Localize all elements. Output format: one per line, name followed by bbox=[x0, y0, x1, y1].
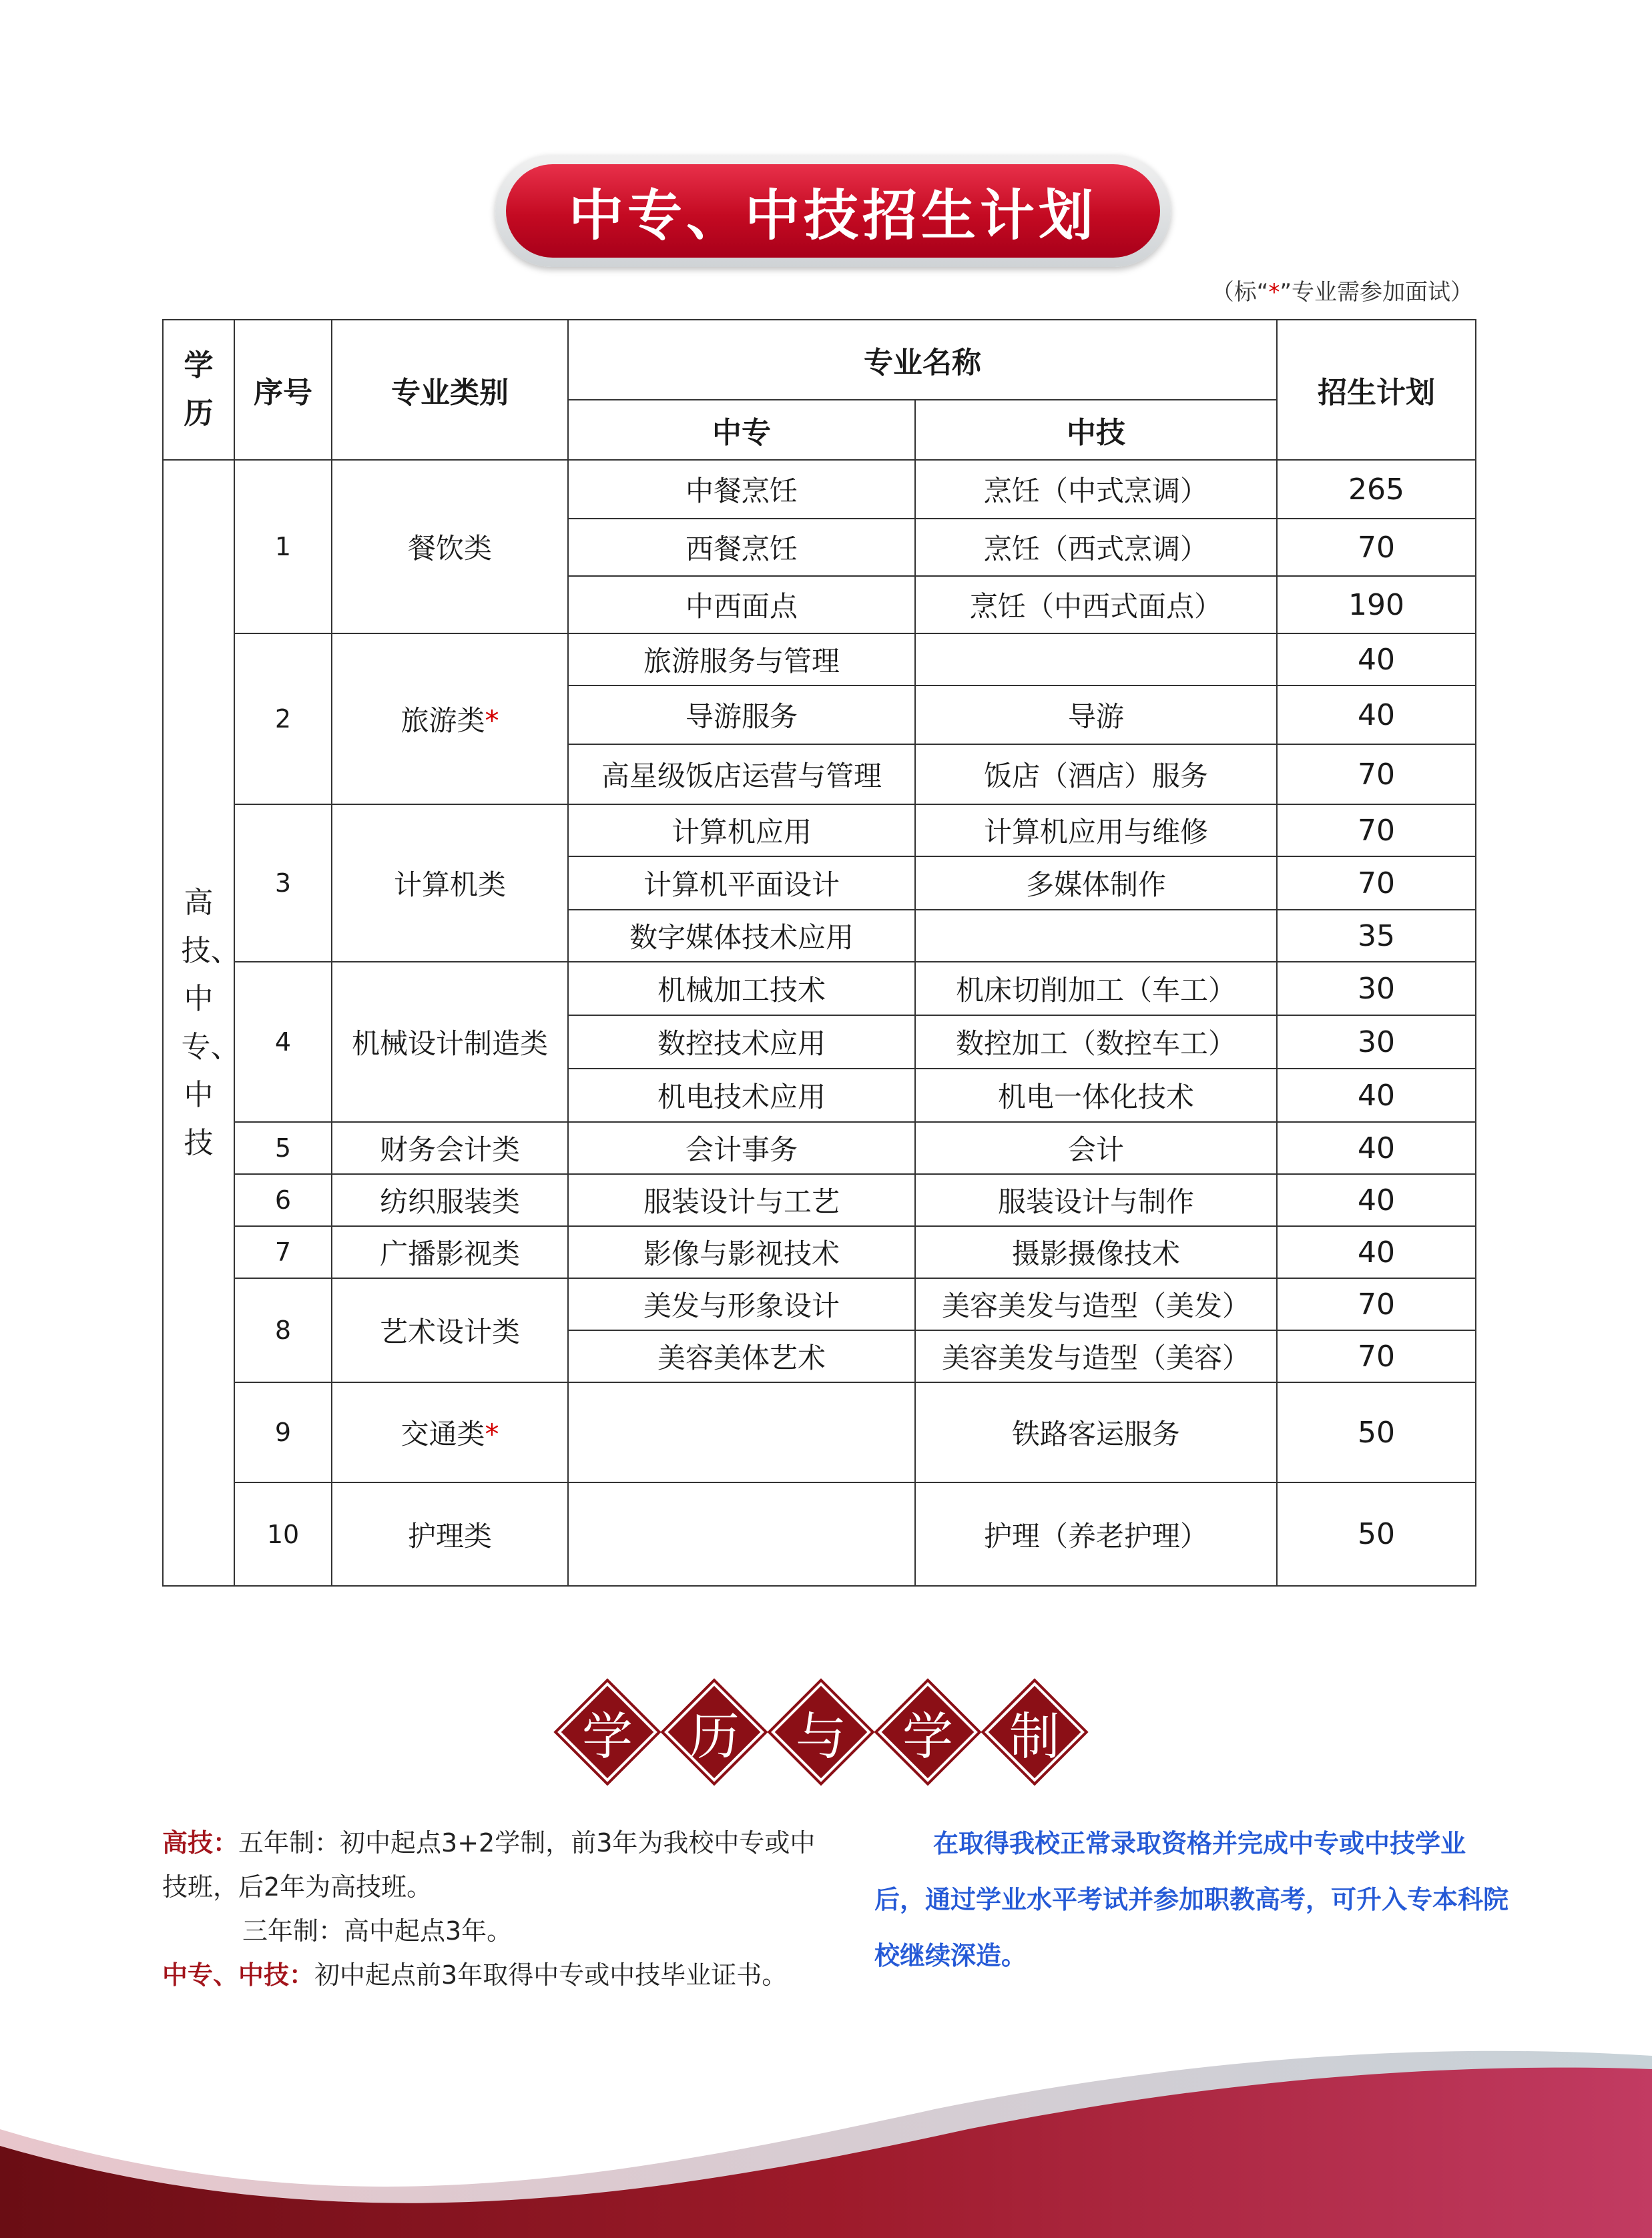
header-major-name: 专业名称 bbox=[568, 320, 1277, 400]
zhongji-cell: 烹饪（中式烹调） bbox=[915, 460, 1277, 519]
zhongzhuan-cell: 服装设计与工艺 bbox=[568, 1174, 915, 1226]
level-cell bbox=[163, 460, 240, 1586]
zhongzhuan-cell: 机械加工技术 bbox=[568, 962, 915, 1015]
zhongzhuan-cell bbox=[568, 1382, 915, 1482]
zhongzhuan-cell: 计算机平面设计 bbox=[568, 856, 915, 910]
zhongji-cell: 饭店（酒店）服务 bbox=[915, 744, 1277, 804]
zhongzhuan-cell: 会计事务 bbox=[568, 1122, 915, 1174]
zhongzhuan-cell bbox=[568, 1482, 915, 1586]
table-row bbox=[163, 1382, 1476, 1482]
category-cell bbox=[332, 962, 568, 1122]
plan-cell: 30 bbox=[1277, 1015, 1476, 1069]
plan-cell: 35 bbox=[1277, 910, 1476, 962]
table-row bbox=[163, 1226, 1476, 1278]
category-cell bbox=[332, 1382, 568, 1482]
plan-cell: 40 bbox=[1277, 685, 1476, 744]
zhongzhuan-cell: 美容美体艺术 bbox=[568, 1330, 915, 1382]
heading-diamond bbox=[557, 1682, 657, 1782]
category-label: 机械设计制造类 bbox=[351, 1027, 548, 1060]
plan-cell: 30 bbox=[1277, 962, 1476, 1015]
zhongji-cell: 导游 bbox=[915, 685, 1277, 744]
plan-cell: 70 bbox=[1277, 744, 1476, 804]
plan-cell: 40 bbox=[1277, 1174, 1476, 1226]
plan-cell: 40 bbox=[1277, 1226, 1476, 1278]
header-level-text: 学历 bbox=[184, 348, 214, 431]
gaoji-label: 高技： bbox=[162, 1828, 239, 1858]
header-seq: 序号 bbox=[234, 320, 332, 460]
zhongzhuan-cell: 影像与影视技术 bbox=[568, 1226, 915, 1278]
category-label: 纺织服装类 bbox=[379, 1185, 520, 1218]
seq-cell: 7 bbox=[234, 1226, 332, 1278]
bottom-wave-decoration bbox=[0, 2029, 1652, 2238]
title-banner bbox=[495, 155, 1171, 267]
zhongzhuan-cell: 中西面点 bbox=[568, 576, 915, 633]
heading-diamond bbox=[878, 1682, 978, 1782]
category-cell bbox=[332, 1226, 568, 1278]
gaoji-paragraph bbox=[162, 1821, 816, 1909]
table-row bbox=[163, 1122, 1476, 1174]
category-cell bbox=[332, 1122, 568, 1174]
category-label: 旅游类 bbox=[400, 704, 485, 737]
plan-cell: 70 bbox=[1277, 804, 1476, 856]
table-row bbox=[163, 1278, 1476, 1330]
category-cell bbox=[332, 1174, 568, 1226]
seq-cell: 10 bbox=[234, 1482, 332, 1586]
zhongji-cell: 烹饪（西式烹调） bbox=[915, 519, 1277, 576]
zhongji-cell bbox=[915, 633, 1277, 685]
enrollment-plan-table bbox=[162, 319, 1476, 1587]
zhongji-cell: 数控加工（数控车工） bbox=[915, 1015, 1277, 1069]
category-label: 计算机类 bbox=[393, 868, 506, 901]
category-cell bbox=[332, 633, 568, 804]
zhongzhuan-cell: 美发与形象设计 bbox=[568, 1278, 915, 1330]
category-label: 护理类 bbox=[407, 1519, 492, 1553]
zhongzhuan-cell: 计算机应用 bbox=[568, 804, 915, 856]
table-row bbox=[163, 962, 1476, 1015]
seq-cell: 6 bbox=[234, 1174, 332, 1226]
heading-char: 制 bbox=[1009, 1706, 1060, 1766]
category-label: 艺术设计类 bbox=[379, 1316, 520, 1348]
table-row bbox=[163, 804, 1476, 856]
zhongzhuan-cell: 导游服务 bbox=[568, 685, 915, 744]
table-row bbox=[163, 460, 1476, 519]
table-row bbox=[163, 633, 1476, 685]
interview-star: * bbox=[485, 704, 499, 737]
seq-cell: 4 bbox=[234, 962, 332, 1122]
header-plan: 招生计划 bbox=[1277, 320, 1476, 460]
zz-paragraph bbox=[162, 1953, 816, 1997]
zhongji-cell: 多媒体制作 bbox=[915, 856, 1277, 910]
header-category: 专业类别 bbox=[332, 320, 568, 460]
zhongji-cell: 摄影摄像技术 bbox=[915, 1226, 1277, 1278]
plan-cell: 70 bbox=[1277, 1278, 1476, 1330]
heading-char: 学 bbox=[582, 1706, 633, 1766]
zhongji-cell: 美容美发与造型（美发） bbox=[915, 1278, 1277, 1330]
zhongji-cell: 计算机应用与维修 bbox=[915, 804, 1277, 856]
category-cell bbox=[332, 1278, 568, 1382]
section-heading-education-system bbox=[557, 1682, 1091, 1782]
zhongji-cell: 服装设计与制作 bbox=[915, 1174, 1277, 1226]
plan-cell: 70 bbox=[1277, 856, 1476, 910]
seq-cell: 1 bbox=[234, 460, 332, 633]
plan-cell: 50 bbox=[1277, 1382, 1476, 1482]
note-suffix: ”专业需参加面试） bbox=[1280, 279, 1473, 306]
plan-cell: 40 bbox=[1277, 1122, 1476, 1174]
table-row bbox=[163, 1174, 1476, 1226]
category-label: 交通类 bbox=[400, 1418, 485, 1450]
zhongji-cell bbox=[915, 910, 1277, 962]
zhongji-cell: 护理（养老护理） bbox=[915, 1482, 1277, 1586]
plan-cell: 70 bbox=[1277, 519, 1476, 576]
seq-cell: 5 bbox=[234, 1122, 332, 1174]
education-left-text bbox=[162, 1821, 816, 1997]
note-star: * bbox=[1268, 279, 1280, 306]
seq-cell: 3 bbox=[234, 804, 332, 962]
plan-cell: 50 bbox=[1277, 1482, 1476, 1586]
table-row bbox=[163, 1482, 1476, 1586]
zhongzhuan-cell: 数控技术应用 bbox=[568, 1015, 915, 1069]
gaoji-line1: 五年制：初中起点3+2学制，前3年为我校中专或中技班，后2年为高技班。 bbox=[162, 1828, 816, 1902]
education-right-text: 在取得我校正常录取资格并完成中专或中技学业后，通过学业水平考试并参加职教高考，可升入专本科院校继续深造。 bbox=[874, 1829, 1509, 1970]
category-label: 财务会计类 bbox=[379, 1133, 520, 1166]
category-cell bbox=[332, 1482, 568, 1586]
heading-char: 学 bbox=[902, 1706, 953, 1766]
plan-cell: 40 bbox=[1277, 633, 1476, 685]
category-cell bbox=[332, 804, 568, 962]
zhongji-cell: 铁路客运服务 bbox=[915, 1382, 1277, 1482]
zhongji-cell: 机电一体化技术 bbox=[915, 1069, 1277, 1122]
heading-diamond bbox=[771, 1682, 871, 1782]
plan-cell: 70 bbox=[1277, 1330, 1476, 1382]
heading-diamond bbox=[664, 1682, 764, 1782]
zhongzhuan-cell: 机电技术应用 bbox=[568, 1069, 915, 1122]
category-label: 广播影视类 bbox=[379, 1237, 520, 1270]
zhongji-cell: 烹饪（中西式面点） bbox=[915, 576, 1277, 633]
header-zhongzhuan: 中专 bbox=[568, 400, 915, 460]
page-title: 中专、中技招生计划 bbox=[568, 184, 1097, 248]
zhongzhuan-cell: 旅游服务与管理 bbox=[568, 633, 915, 685]
note-prefix: （标“ bbox=[1211, 279, 1269, 306]
seq-cell: 8 bbox=[234, 1278, 332, 1382]
zz-label: 中专、中技： bbox=[162, 1960, 315, 1990]
heading-char: 历 bbox=[689, 1706, 740, 1766]
header-zhongji: 中技 bbox=[915, 400, 1277, 460]
zhongji-cell: 会计 bbox=[915, 1122, 1277, 1174]
table-body bbox=[163, 460, 1476, 1586]
interview-star: * bbox=[485, 1418, 499, 1450]
heading-char: 与 bbox=[796, 1706, 846, 1766]
category-label: 餐饮类 bbox=[407, 532, 492, 565]
level-text: 高技、中专、中技 bbox=[181, 885, 240, 1160]
heading-diamond bbox=[985, 1682, 1085, 1782]
zhongzhuan-cell: 中餐烹饪 bbox=[568, 460, 915, 519]
plan-cell: 40 bbox=[1277, 1069, 1476, 1122]
category-cell bbox=[332, 460, 568, 633]
header-level bbox=[163, 320, 234, 460]
zhongzhuan-cell: 高星级饭店运营与管理 bbox=[568, 744, 915, 804]
plan-cell: 265 bbox=[1277, 460, 1476, 519]
seq-cell: 9 bbox=[234, 1382, 332, 1482]
zhongzhuan-cell: 数字媒体技术应用 bbox=[568, 910, 915, 962]
title-pill bbox=[506, 164, 1160, 258]
plan-cell: 190 bbox=[1277, 576, 1476, 633]
zz-text: 初中起点前3年取得中专或中技毕业证书。 bbox=[314, 1960, 788, 1990]
zhongzhuan-cell: 西餐烹饪 bbox=[568, 519, 915, 576]
zhongji-cell: 美容美发与造型（美容） bbox=[915, 1330, 1277, 1382]
gaoji-line2: 三年制：高中起点3年。 bbox=[242, 1916, 513, 1946]
zhongji-cell: 机床切削加工（车工） bbox=[915, 962, 1277, 1015]
interview-note bbox=[1211, 274, 1473, 306]
seq-cell: 2 bbox=[234, 633, 332, 804]
